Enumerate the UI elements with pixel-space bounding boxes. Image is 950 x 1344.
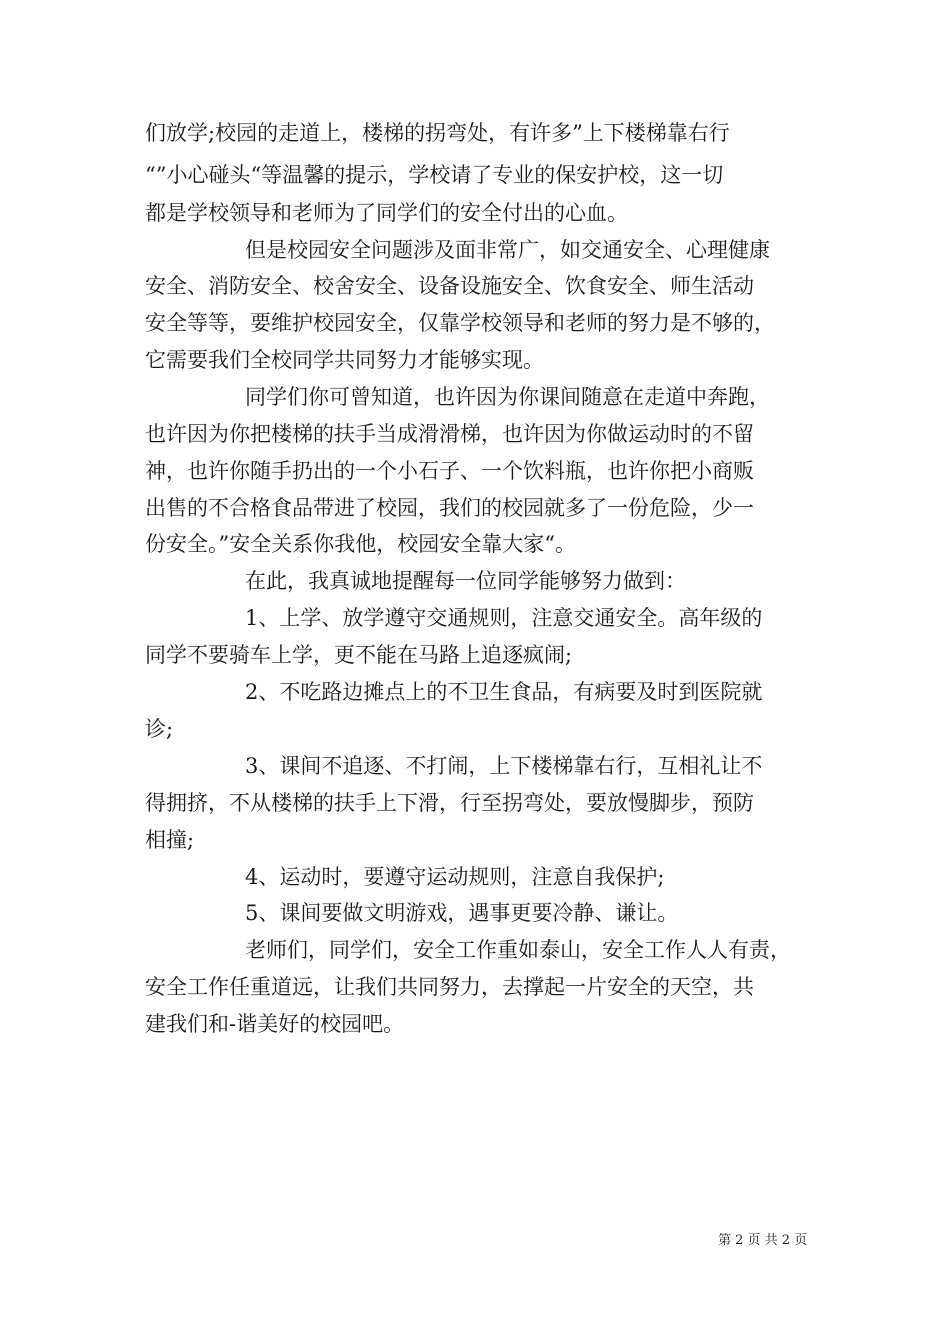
paragraph-line: 但是校园安全问题涉及面非常广，如交通安全、心理健康 xyxy=(245,238,770,262)
paragraph-line: 安全工作任重道远，让我们共同努力，去撑起一片安全的天空，共 xyxy=(145,975,754,999)
paragraph-line: 安全、消防安全、校舍安全、设备设施安全、饮食安全、师生活动 xyxy=(145,274,754,298)
paragraph-line: 都是学校领导和老师为了同学们的安全付出的心血。 xyxy=(145,201,628,225)
paragraph-line: 同学们你可曾知道，也许因为你课间随意在走道中奔跑， xyxy=(245,385,770,409)
paragraph-line: 建我们和-谐美好的校园吧。 xyxy=(145,1012,405,1036)
list-item-line: 同学不要骑车上学，更不能在马路上追逐疯闹; xyxy=(145,643,573,667)
page-footer: 第 2 页 共 2 页 xyxy=(718,1233,808,1248)
list-item-line: 4、运动时，要遵守运动规则，注意自我保护; xyxy=(245,865,665,889)
list-item-line: 3、课间不追逐、不打闹，上下楼梯靠右行，互相礼让不 xyxy=(245,754,763,778)
paragraph-line: 份安全。”安全关系你我他，校园安全靠大家“。 xyxy=(145,532,576,556)
paragraph-line: 也许因为你把楼梯的扶手当成滑滑梯，也许因为你做运动时的不留 xyxy=(145,422,754,446)
paragraph-line: 神，也许你随手扔出的一个小石子、一个饮料瓶，也许你把小商贩 xyxy=(145,459,754,483)
paragraph-line: 们放学;校园的走道上，楼梯的拐弯处，有许多”上下楼梯靠右行 xyxy=(145,121,730,145)
list-item-line: 诊; xyxy=(145,717,174,741)
list-item-line: 得拥挤，不从楼梯的扶手上下滑，行至拐弯处，要放慢脚步，预防 xyxy=(145,791,754,815)
list-item-line: 5、课间要做文明游戏，遇事更要冷静、谦让。 xyxy=(245,901,679,925)
paragraph-line: 安全等等，要维护校园安全，仅靠学校领导和老师的努力是不够的， xyxy=(145,311,775,335)
paragraph-line: “”小心碰头“等温馨的提示，学校请了专业的保安护校，这一切 xyxy=(145,163,724,187)
paragraph-line: 在此，我真诚地提醒每一位同学能够努力做到： xyxy=(245,569,686,593)
list-item-line: 1、上学、放学遵守交通规则，注意交通安全。高年级的 xyxy=(245,606,763,630)
paragraph-line: 老师们，同学们，安全工作重如泰山，安全工作人人有责， xyxy=(245,938,791,962)
paragraph-line: 出售的不合格食品带进了校园，我们的校园就多了一份危险，少一 xyxy=(145,496,754,520)
list-item-line: 2、不吃路边摊点上的不卫生食品，有病要及时到医院就 xyxy=(245,680,763,704)
paragraph-line: 它需要我们全校同学共同努力才能够实现。 xyxy=(145,348,544,372)
list-item-line: 相撞; xyxy=(145,828,195,852)
